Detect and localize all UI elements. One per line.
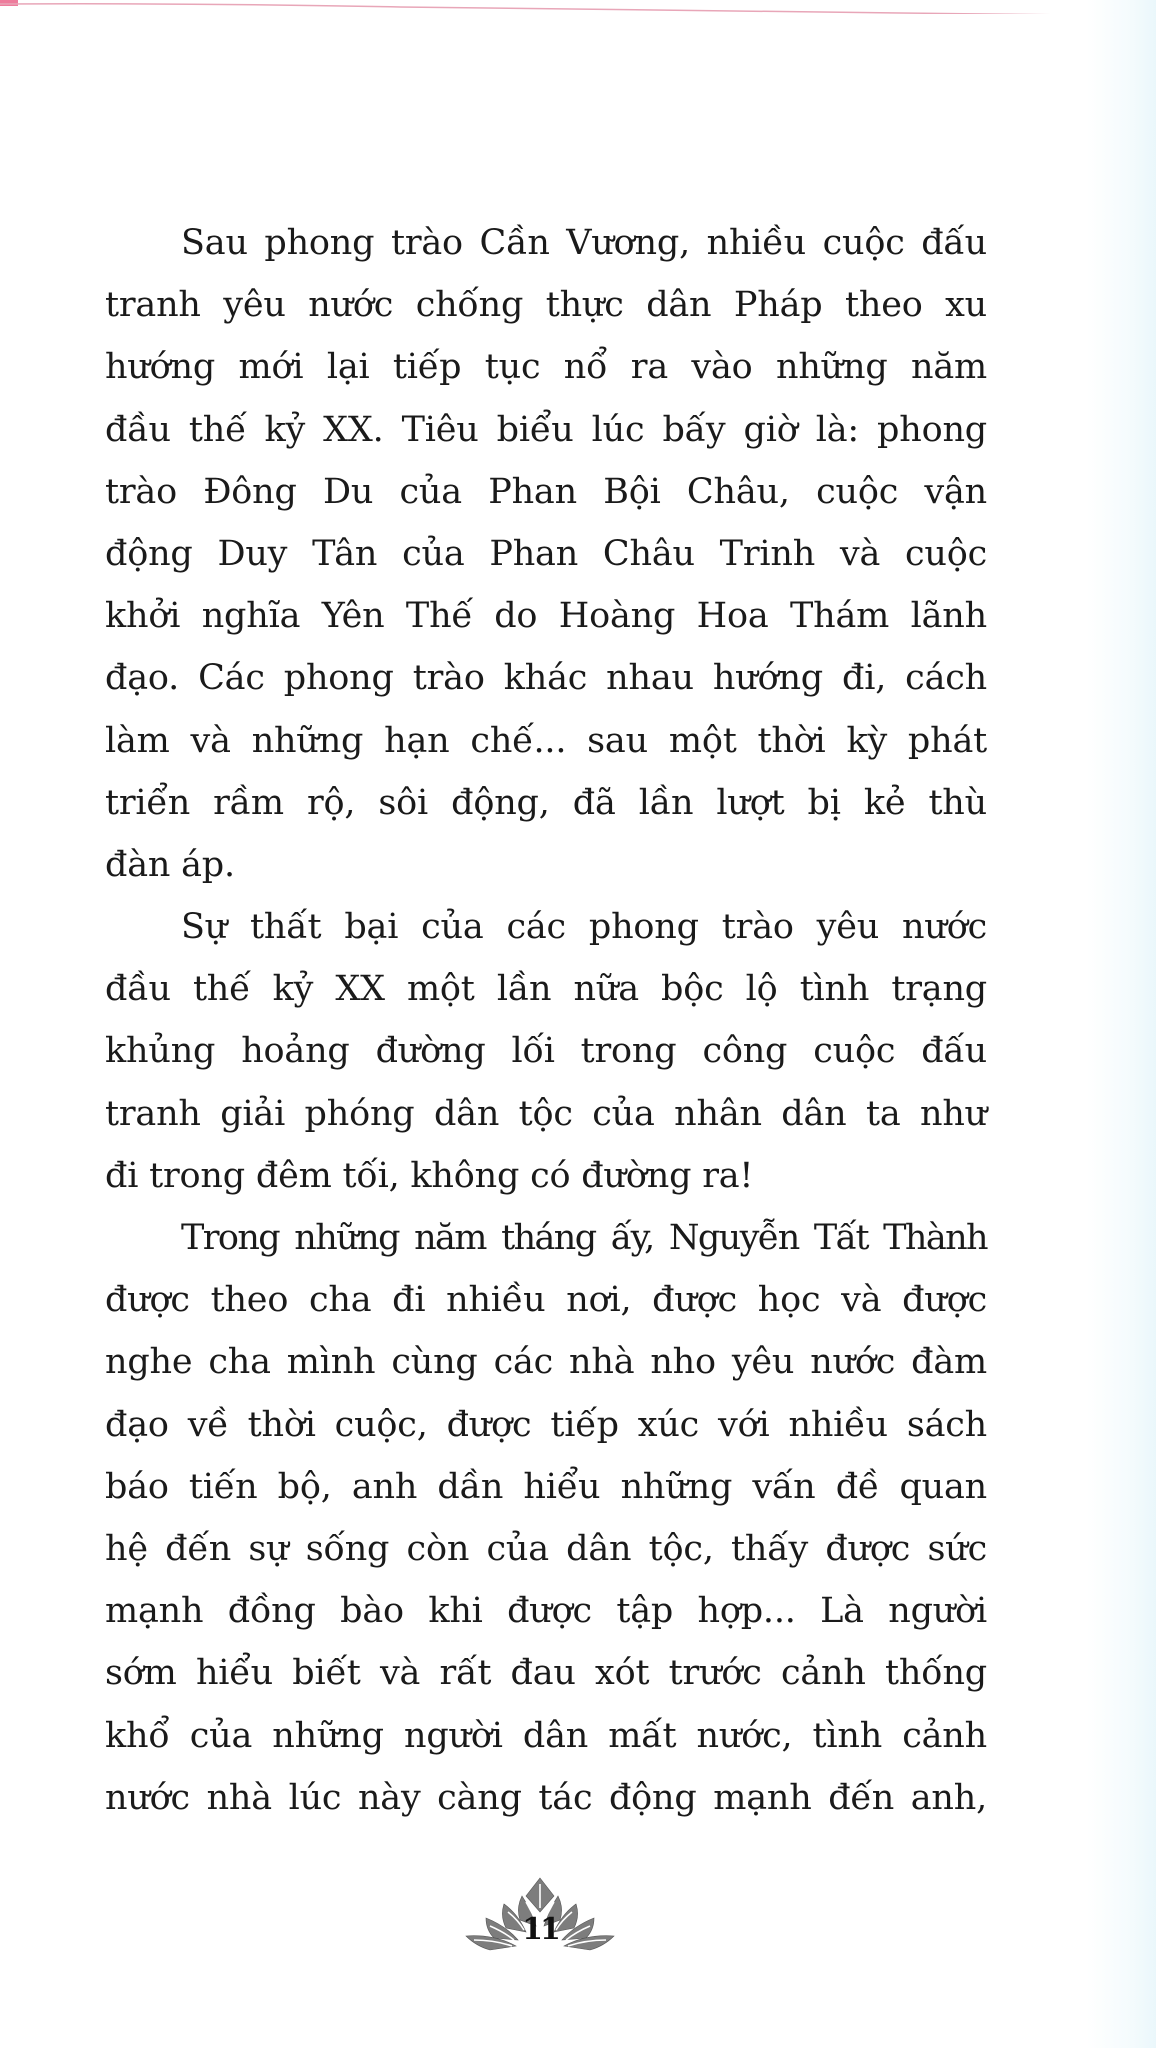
page-body-text xyxy=(105,212,987,1829)
text-line: khủng hoảng đường lối trong công cuộc đấu xyxy=(105,1031,987,1072)
text-line: đầu thế kỷ XX. Tiêu biểu lúc bấy giờ là: phong xyxy=(105,409,987,450)
text-line: tranh yêu nước chống thực dân Pháp theo xu xyxy=(105,285,987,326)
text-line: đạo. Các phong trào khác nhau hướng đi, cách xyxy=(105,658,987,699)
text-line: nước nhà lúc này càng tác động mạnh đến anh, xyxy=(105,1777,987,1818)
paragraph-1 xyxy=(105,212,987,896)
text-line: đàn áp. xyxy=(105,844,235,885)
text-line: Sau phong trào Cần Vương, nhiều cuộc đấu xyxy=(181,223,987,263)
text-line: hệ đến sự sống còn của dân tộc, thấy được sức xyxy=(105,1528,987,1569)
text-line: hướng mới lại tiếp tục nổ ra vào những năm xyxy=(105,347,987,388)
text-line: khổ của những người dân mất nước, tình cảnh xyxy=(105,1715,987,1756)
text-line: Trong những năm tháng ấy, Nguyễn Tất Thành xyxy=(181,1218,987,1258)
page-footer xyxy=(460,1868,620,1968)
paragraph-3 xyxy=(105,1207,987,1829)
page-top-edge xyxy=(0,0,1156,14)
text-line: đạo về thời cuộc, được tiếp xúc với nhiều sách xyxy=(105,1404,987,1445)
text-line: nghe cha mình cùng các nhà nho yêu nước đàm xyxy=(105,1342,987,1383)
text-line: báo tiến bộ, anh dần hiểu những vấn đề quan xyxy=(105,1466,987,1507)
text-line: đi trong đêm tối, không có đường ra! xyxy=(105,1155,754,1196)
page-number: 11 xyxy=(522,1912,558,1947)
text-line: tranh giải phóng dân tộc của nhân dân ta như xyxy=(105,1093,987,1134)
text-line: mạnh đồng bào khi được tập hợp... Là người xyxy=(105,1591,987,1632)
text-line: triển rầm rộ, sôi động, đã lần lượt bị kẻ thù xyxy=(105,782,987,823)
text-line: khởi nghĩa Yên Thế do Hoàng Hoa Thám lãnh xyxy=(105,596,987,637)
text-line: động Duy Tân của Phan Châu Trinh và cuộc xyxy=(105,533,987,574)
text-line: đầu thế kỷ XX một lần nữa bộc lộ tình trạng xyxy=(105,969,987,1010)
text-line: Sự thất bại của các phong trào yêu nước xyxy=(181,907,987,948)
text-line: làm và những hạn chế... sau một thời kỳ phát xyxy=(105,720,987,761)
text-line: trào Đông Du của Phan Bội Châu, cuộc vận xyxy=(105,471,987,512)
paragraph-2 xyxy=(105,896,987,1207)
text-line: sớm hiểu biết và rất đau xót trước cảnh thống xyxy=(105,1653,987,1694)
text-line: được theo cha đi nhiều nơi, được học và được xyxy=(105,1280,987,1321)
